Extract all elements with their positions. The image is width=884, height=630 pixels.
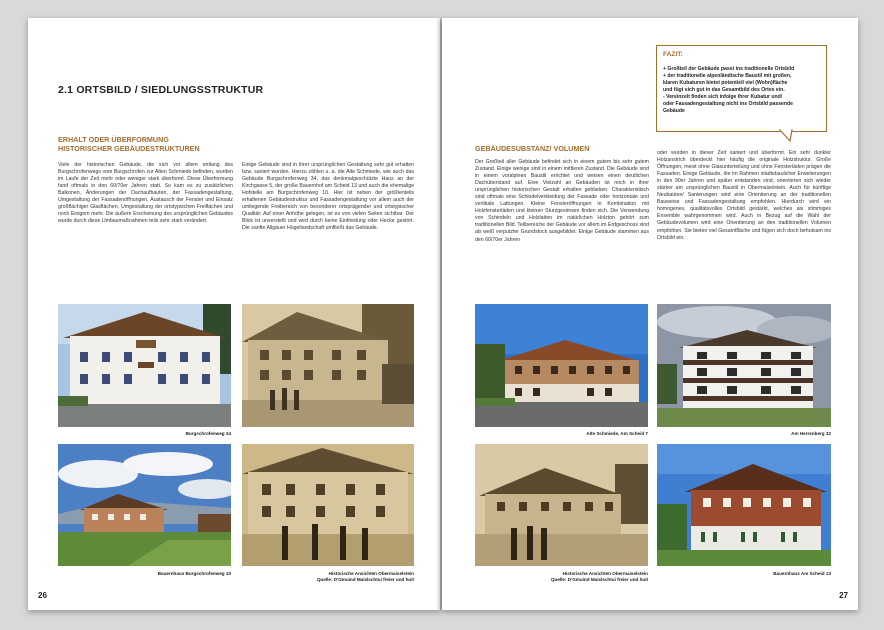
subheading-line-1: ERHALT ODER ÜBERFORMUNG [58,135,169,144]
photo-burgschrofenweg-34 [58,304,231,427]
body-text-column-1: Der Großteil aller Gebäude befindet sich in einem gutem bis sehr gutem Zustand. Einige wenige sind in einem mittleren Zustand. Die Gebäude sind in einem voralpinen Baustil errichtet und weisen einen deutlichen Dachüberstand auf. Eine Vielzahl an Gebäuden ist noch in ihrer ursprünglichen historischen Gestalt erhalten geblieben. Charakteristisch sind oftmals eine Schindelverkleidung der Fassade oder horizontale und vertikale Lattungen. Kleine Fensteröffnungen in Kombination mit Holzfensterläden und kleinen Sturzgesimsen finden sich. Die Verwendung von Schindeln und Holzlatten im natürlichen Holzton gehört zum traditionellen Bild. Teilbereiche der Gebäude vor allem im Erdgeschoss sind als weiß verputzter Grundstock ausgebildet. Einige Gebäude stammen aus den 60/70er Jahren [475,159,649,243]
fazit-line: und fügt sich gut in das Gesamtbild des Ortes ein. [663,87,785,93]
photo-bauernhaus-burgschrofenweg-10 [58,444,231,566]
caption-historic-line-2: Quelle: D'Gmuind Maislschtui freier und huit [316,577,414,582]
caption-burgschrofenweg-34: Burgschrofenweg 34 [185,431,231,436]
page-number-right: 27 [839,591,848,600]
fazit-title: FAZIT: [663,51,683,58]
subheading-line-2: HISTORISCHER GEBÄUDESTRUKTUREN [58,143,200,153]
subheading-volumen: GEBÄUDESUBSTANZ/ VOLUMEN [475,144,590,153]
fazit-line: Gebäude [663,108,685,114]
photo-am-herrenberg-32 [657,304,831,427]
fazit-line: klaren Kubaturen bietet potentiell viel (Wohn)fläche [663,80,788,86]
body-text-column-1: Viele der historischen Gebäude, die sich vor allem entlang des Burgschrofenwegs vom Burgschrofen zur Alten Schmiede befinden, wurden im Laufe der Zeit mehr oder weniger stark überformt. Diese Überformung fand oftmals in den 60/70er Jahren statt. So kam es zu zusätzlichen Balkonen, Änderungen der Dachaufbauten, der Fassadengestaltung, Umgestaltung der Fassadenöffnungen, Austausch der Fenster und Einsatz großflächiger Glasflächen, Umgestaltung der ortstypischen Freiflächen und noch Einigem mehr. Die äußere Erscheinung des ursprünglichen Gebäudes wurde durch diese Umbaumaßnahmen teils sehr stark verändert. [58,162,233,225]
fazit-line: + Großteil der Gebäude passt ins traditionelle Ortsbild [663,66,795,72]
caption-bauernhaus-10: Bauernhaus Burgschrofenweg 10 [157,571,231,576]
caption-alte-schmiede: Alte Schmiede, Am Scheid 7 [586,431,648,436]
fazit-speech-tail [780,130,794,142]
right-page [442,18,858,610]
caption-historic-line-1: Historische Ansichten Obermaiselstein [328,571,414,576]
caption-historic-line-2: Quelle: D'Gmuind Maislschtui freier und huit [550,577,648,582]
fazit-text [663,66,820,115]
body-text-column-2: Einige Gebäude sind in ihrer ursprünglichen Gestaltung sehr gut erhalten bzw. saniert worden. Hierzu zählen u. a. die Alte Schmiede, wie auch das Gebäude Burgschrofenweg 34, das denkmalgeschützte Haus an der Kirchgasse 5, der große Bauernhof am Scheid 13 und auch die ehemalige Hofstelle am Burgschrofenweg 10. Hier ist neben der größtenteils erhaltenen Gebäudestruktur und Fassadengestaltung vor allem auch der umliegende Freibereich von besonderer ortsprägender und ortstypischer Qualität: Auf einer Anhöhe gelegen, ist es von vielen Seiten sichtbar. Der Blick ist unverstellt und wird durch keine Einfriedung oder Hecke gestört. Die sanfte Allgäuer Hügellandschaft umfließt das Gebäude. [242,162,414,232]
caption-bauernhaus-am-scheid-13: Bauernhaus Am Scheid 13 [773,571,831,576]
page-number-left: 26 [38,591,47,600]
left-page [28,18,440,610]
caption-am-herrenberg-32: Am Herrenberg 32 [791,431,831,436]
caption-historic-line-1: Historische Ansichten Obermaiselstein [562,571,648,576]
photo-alte-schmiede [475,304,648,427]
photo-bauernhaus-am-scheid-13 [657,444,831,566]
fazit-line: - Vereinzelt finden sich infolge ihrer Kubatur und/ [663,94,783,100]
body-text-column-2: oder wurden in dieser Zeit saniert und überformt. Ein sehr dunkler Holzanstrich überdeckt hier häufig die originale Holzstruktur. Große Öffnungen, meist ohne Glasunterteilung und ohne Fensterläden prägen die Fassaden. Einige Gebäude, die im Rahmen städtebaulicher Erweiterungen in den 90er Jahren und später entstanden sind, orientieren sich wieder stärker am ursprünglichen Baustil in Obermaiselstein. Auch für künftige Neubauten/ Sanierungen wird eine Orientierung an der traditionellen Bauweise und Fassadengestaltung empfohlen. Hierdurch wird ein homogenes, qualitätsvolles Ortsbild gestärkt, welches als stimmiges Ensemble wahrgenommen wird. Auch in Bezug auf die Wahl der Gebäudevolumen wird eine Orientierung an den traditionellen Volumen empfohlen. Sie bieten viel Gesamtfläche und fügen sich doch behutsam ins Ortsbild ein. [657,150,831,241]
photo-historic-view-2 [242,444,414,566]
caption-historic-views [242,571,414,583]
section-heading: 2.1 ORTSBILD / SIEDLUNGSSTRUKTUR [58,84,264,96]
photo-historic-view-3 [475,444,648,566]
fazit-line: + der traditionelle alpenländische Baustil mit großen, [663,73,792,79]
photo-historic-view-1 [242,304,414,427]
fazit-box [656,45,827,132]
subheading [58,136,200,153]
caption-historic-views [475,571,648,583]
fazit-line: oder Fassadengestaltung nicht ins Ortsbild passende [663,101,793,107]
